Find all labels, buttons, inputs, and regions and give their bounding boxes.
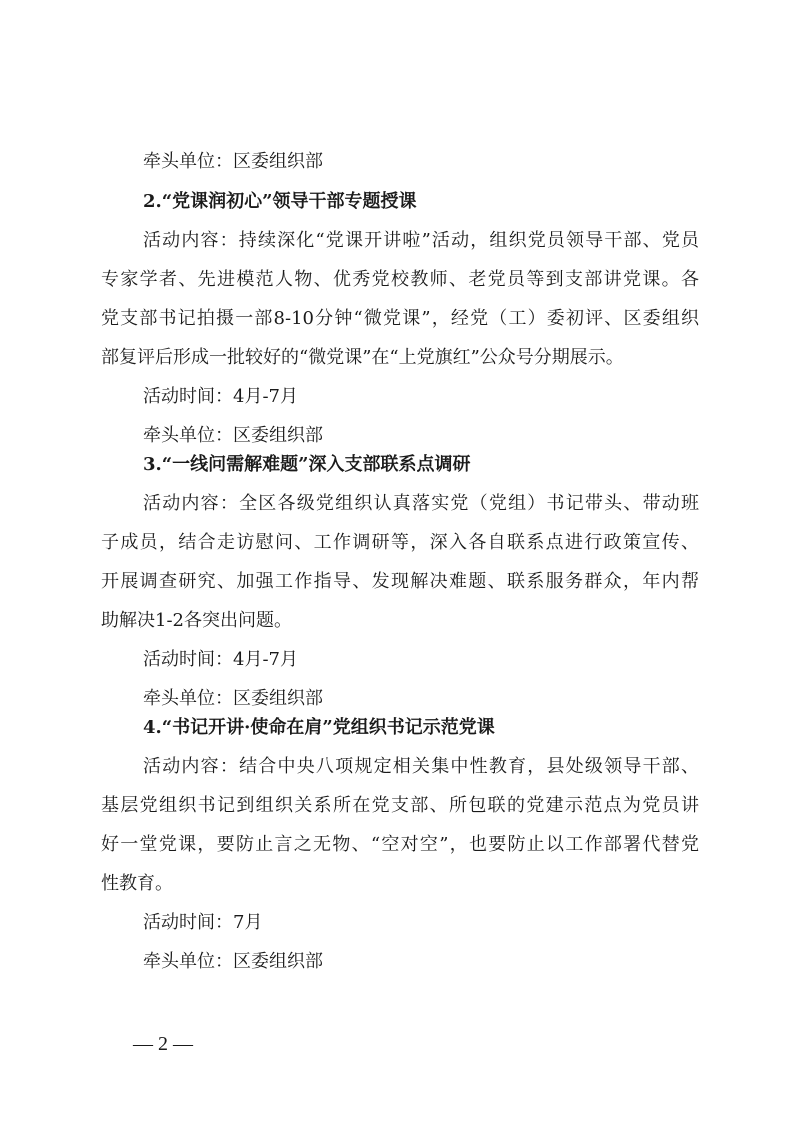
section-2-heading: 2.“党课润初心”领导干部专题授课 <box>143 191 417 212</box>
section-3-content-line: 助解决1-2各突出问题。 <box>101 610 292 631</box>
section-4-content-line: 基层党组织书记到组织关系所在党支部、所包联的党建示范点为党员讲 <box>101 795 699 816</box>
section-2-content-line: 活动内容：持续深化“党课开讲啦”活动，组织党员领导干部、党员 <box>143 230 699 251</box>
section-4-content-line: 性教育。 <box>101 873 173 894</box>
section-2-content-line: 部复评后形成一批较好的“微党课”在“上党旗红”公众号分期展示。 <box>101 347 624 368</box>
section-2-time: 活动时间：4月-7月 <box>143 386 298 407</box>
section-3-content-line: 活动内容：全区各级党组织认真落实党（党组）书记带头、带动班 <box>143 493 699 514</box>
section-2-content-line: 党支部书记拍摄一部8-10分钟“微党课”，经党（工）委初评、区委组织 <box>101 308 699 329</box>
section-2-unit: 牵头单位：区委组织部 <box>143 425 323 446</box>
section-3-heading: 3.“一线问需解难题”深入支部联系点调研 <box>143 454 471 475</box>
page-number: — 2 — <box>133 1033 193 1055</box>
lead-unit-text: 牵头单位：区委组织部 <box>143 151 323 172</box>
section-3-content-line: 子成员，结合走访慰问、工作调研等，深入各自联系点进行政策宣传、 <box>101 532 699 553</box>
section-3-time: 活动时间：4月-7月 <box>143 649 298 670</box>
section-4-heading: 4.“书记开讲·使命在肩”党组织书记示范党课 <box>143 717 495 738</box>
section-4-content-line: 活动内容：结合中央八项规定相关集中性教育，县处级领导干部、 <box>143 756 699 777</box>
section-4-time: 活动时间：7月 <box>143 912 263 933</box>
section-3-content-line: 开展调查研究、加强工作指导、发现解决难题、联系服务群众，年内帮 <box>101 571 699 592</box>
section-4-unit: 牵头单位：区委组织部 <box>143 951 323 972</box>
section-4-content-line: 好一堂党课，要防止言之无物、“空对空”，也要防止以工作部署代替党 <box>101 834 699 855</box>
section-3-unit: 牵头单位：区委组织部 <box>143 688 323 709</box>
section-2-content-line: 专家学者、先进模范人物、优秀党校教师、老党员等到支部讲党课。各 <box>101 269 699 290</box>
